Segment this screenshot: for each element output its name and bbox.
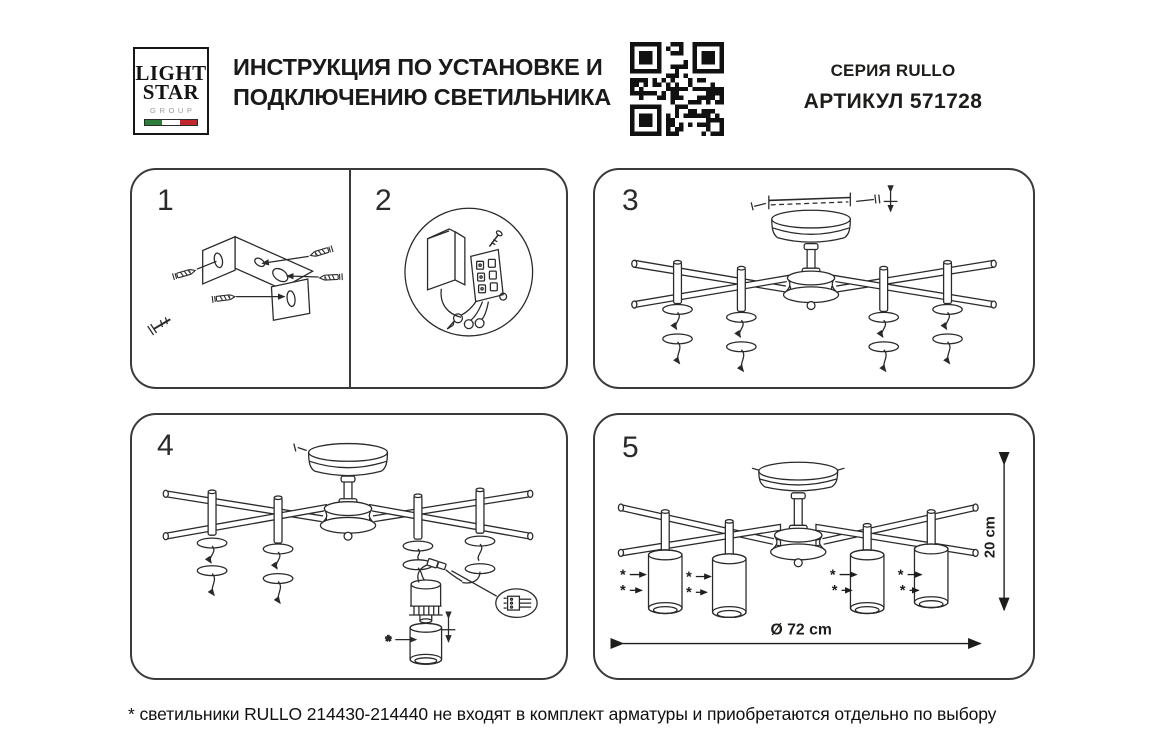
flag-green bbox=[145, 120, 162, 125]
panel-step-3 bbox=[593, 168, 1035, 389]
logo-word-light: LIGHT bbox=[135, 61, 207, 85]
screw-icon bbox=[751, 202, 766, 210]
step-3-illustration-frame bbox=[595, 170, 1033, 387]
move-arrows-icon bbox=[442, 618, 456, 642]
step-3-number: 3 bbox=[622, 184, 639, 217]
qr-code-pattern bbox=[630, 42, 724, 136]
italian-flag-icon bbox=[144, 119, 198, 126]
step-5-number: 5 bbox=[622, 431, 639, 464]
rullo-shade bbox=[914, 510, 947, 608]
logo-word-group: GROUP bbox=[150, 105, 196, 115]
asterisk-mark: * bbox=[899, 583, 906, 600]
title-line-1: ИНСТРУКЦИЯ ПО УСТАНОВКЕ И bbox=[233, 54, 603, 80]
asterisk-mark: * bbox=[686, 585, 692, 602]
footnote: * светильники RULLO 214430-214440 не входят в комплект арматуры и приобретаются отдельно по выбору bbox=[128, 704, 997, 724]
page-title bbox=[233, 53, 611, 112]
title-line-2: ПОДКЛЮЧЕНИЮ СВЕТИЛЬНИКА bbox=[233, 83, 611, 110]
asterisk-mark: * bbox=[385, 633, 392, 650]
flag-red bbox=[180, 120, 197, 125]
asterisk-mark: * bbox=[829, 567, 836, 584]
lightstar-logo bbox=[133, 47, 209, 135]
step-2-number: 2 bbox=[375, 184, 392, 217]
asterisk-mark: * bbox=[686, 569, 692, 586]
diameter-dimension-label: Ø 72 cm bbox=[770, 621, 832, 639]
qr-code-icon bbox=[630, 42, 724, 136]
rullo-shade bbox=[410, 623, 442, 664]
rullo-shade bbox=[649, 510, 682, 614]
panel-steps-1-2 bbox=[130, 168, 568, 389]
lamp-socket bbox=[409, 580, 442, 623]
asterisk-mark: * bbox=[620, 583, 626, 600]
panel-step-5 bbox=[593, 413, 1035, 680]
screw-icon bbox=[294, 444, 307, 452]
logo-word-star: STAR bbox=[142, 80, 200, 105]
step-1-number: 1 bbox=[157, 184, 174, 217]
step-4-number: 4 bbox=[157, 429, 174, 462]
step-5-illustration-assembled bbox=[595, 415, 1033, 678]
asterisk-mark: * bbox=[897, 567, 904, 584]
product-info bbox=[788, 61, 998, 114]
terminal-connector-detail bbox=[496, 589, 537, 618]
panel-step-4 bbox=[130, 413, 568, 680]
asterisk-mark: * bbox=[620, 567, 626, 584]
flag-white bbox=[162, 120, 179, 125]
article-label: АРТИКУЛ 571728 bbox=[803, 90, 983, 113]
screw-adjust-icon bbox=[856, 192, 897, 212]
step-4-illustration-lamp-mounting bbox=[132, 415, 566, 678]
series-label: СЕРИЯ RULLO bbox=[830, 61, 956, 80]
step-2-illustration-wiring bbox=[132, 170, 566, 387]
asterisk-mark: * bbox=[831, 583, 838, 600]
height-dimension-label: 20 cm bbox=[982, 516, 999, 559]
detail-circle bbox=[405, 208, 533, 336]
